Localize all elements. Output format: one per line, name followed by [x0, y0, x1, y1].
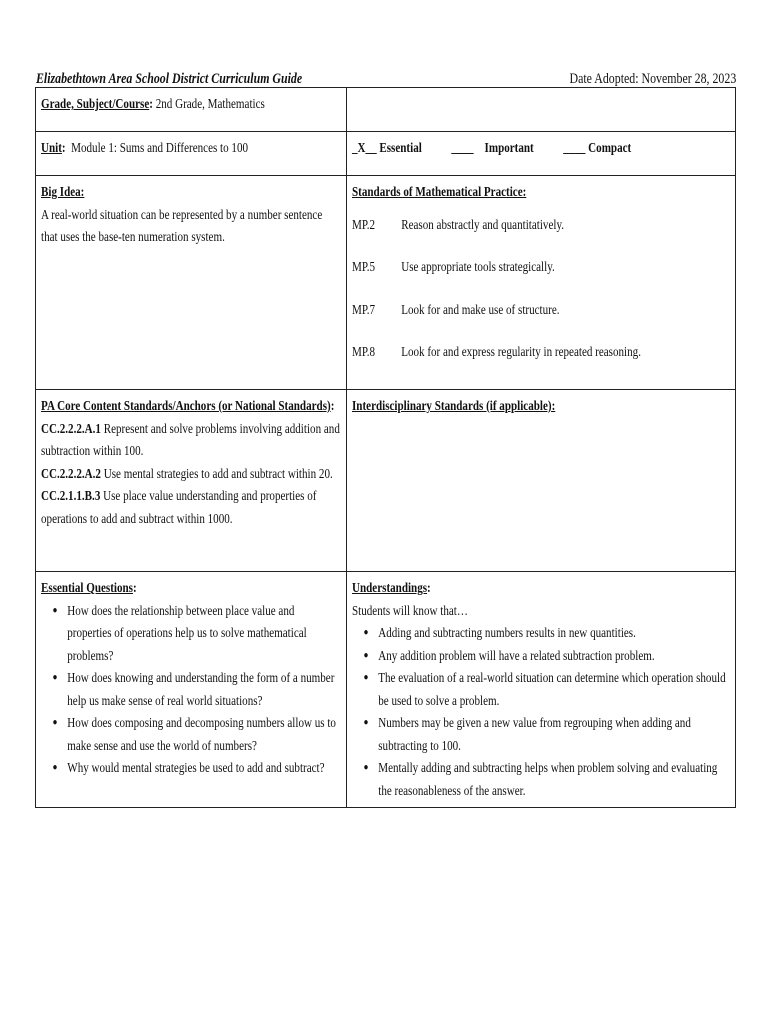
content-standards-cell: PA Core Content Standards/Anchors (or National Standards): CC.2.2.2.A.1 Represent and solve problems involving addition and subtraction within 100. CC.2.2.2.A.2 Use mental strategies to add and subtract within 20. CC.2.1.1.B.3 Use place value understanding and properties of operations to add and subtract within 1000.	[36, 390, 347, 572]
list-item: ● Any addition problem will have a related subtraction problem.	[378, 645, 730, 668]
big-idea-heading: Big Idea:	[41, 184, 85, 199]
list-item: ● Why would mental strategies be used to add and subtract?	[67, 757, 341, 780]
page-header	[36, 68, 736, 88]
practice-cell	[347, 176, 736, 390]
understandings-heading: Understandings	[352, 580, 428, 595]
practice-item: MP.2 Reason abstractly and quantitatively.	[352, 216, 565, 232]
interdisciplinary-heading: Interdisciplinary Standards (if applicable):	[352, 398, 556, 413]
standard-item: CC.2.2.2.A.2 Use mental strategies to add and subtract within 20.	[41, 465, 333, 481]
practice-item: MP.7 Look for and make use of structure.	[352, 301, 560, 317]
understandings-cell: Understandings: Students will know that… ● Adding and subtracting numbers results in new quantities. ● Any addition problem will have a related subtraction problem. ● The evaluation of a real-world situation can determine which operation should be used to solve a problem. ● Numbers may be given a new value from regrouping when adding and subtracting to 100. ● Mentally adding and subtracting helps when problem solving and evaluating the reasonableness of the answer.	[347, 572, 736, 808]
classification-cell	[347, 132, 736, 176]
guide-title: Elizabethtown Area School District Curriculum Guide	[36, 71, 303, 87]
list-item: ● How does the relationship between place value and properties of operations help us to solve mathematical problems?	[67, 600, 341, 668]
list-item: ● How does composing and decomposing numbers allow us to make sense and use the world of numbers?	[67, 712, 341, 757]
list-item: ● Adding and subtracting numbers results in new quantities.	[378, 622, 730, 645]
list-item: ● Numbers may be given a new value from regrouping when adding and subtracting to 100.	[378, 712, 730, 757]
standard-item: CC.2.2.2.A.1 Represent and solve problems involving addition and subtraction within 100.	[41, 420, 340, 458]
practice-item: MP.5 Use appropriate tools strategically.	[352, 259, 555, 274]
unit-label: Unit	[41, 140, 62, 155]
unit-value: Module 1: Sums and Differences to 100	[71, 140, 249, 155]
important-option: ____ Important	[451, 140, 534, 155]
list-item: ● The evaluation of a real-world situation can determine which operation should be used to solve a problem.	[378, 667, 730, 712]
practice-item: MP.8 Look for and express regularity in repeated reasoning.	[352, 344, 641, 359]
essential-option: _X__ Essential	[352, 140, 422, 155]
essential-questions-heading: Essential Questions	[41, 580, 133, 595]
date-adopted: Date Adopted: November 28, 2023	[569, 71, 737, 87]
grade-value: 2nd Grade, Mathematics	[155, 96, 265, 111]
essential-questions-list	[41, 600, 341, 780]
essential-questions-cell: Essential Questions: ● How does the relationship between place value and properties of operations help us to solve mathematical problems? ● How does knowing and understanding the form of a number help us make sense of real world situations? ● How does composing and decomposing numbers allow us to make sense and use the world of numbers? ● Why would mental strategies be used to add and subtract?	[36, 572, 347, 808]
list-item: ● How does knowing and understanding the form of a number help us make sense of real world situations?	[67, 667, 341, 712]
understandings-intro: Students will know that…	[352, 602, 468, 618]
grade-empty-cell	[347, 88, 736, 132]
standard-item: CC.2.1.1.B.3 Use place value understanding and properties of operations to add and subtract within 1000.	[41, 488, 317, 526]
big-idea-text: A real-world situation can be represented by a number sentence that uses the base-ten numeration system.	[41, 206, 323, 244]
interdisciplinary-cell	[347, 390, 736, 572]
practice-heading: Standards of Mathematical Practice:	[352, 184, 527, 199]
grade-label: Grade, Subject/Course	[41, 96, 150, 111]
list-item: ● Mentally adding and subtracting helps when problem solving and evaluating the reasonableness of the answer.	[378, 757, 730, 802]
curriculum-table	[35, 87, 736, 808]
understandings-list	[352, 622, 730, 802]
content-standards-heading: PA Core Content Standards/Anchors (or National Standards)	[41, 398, 331, 413]
grade-cell: Grade, Subject/Course: 2nd Grade, Mathematics	[36, 88, 347, 132]
compact-option: ____ Compact	[563, 140, 632, 155]
big-idea-cell	[36, 176, 347, 390]
unit-cell: Unit: Module 1: Sums and Differences to 100	[36, 132, 347, 176]
